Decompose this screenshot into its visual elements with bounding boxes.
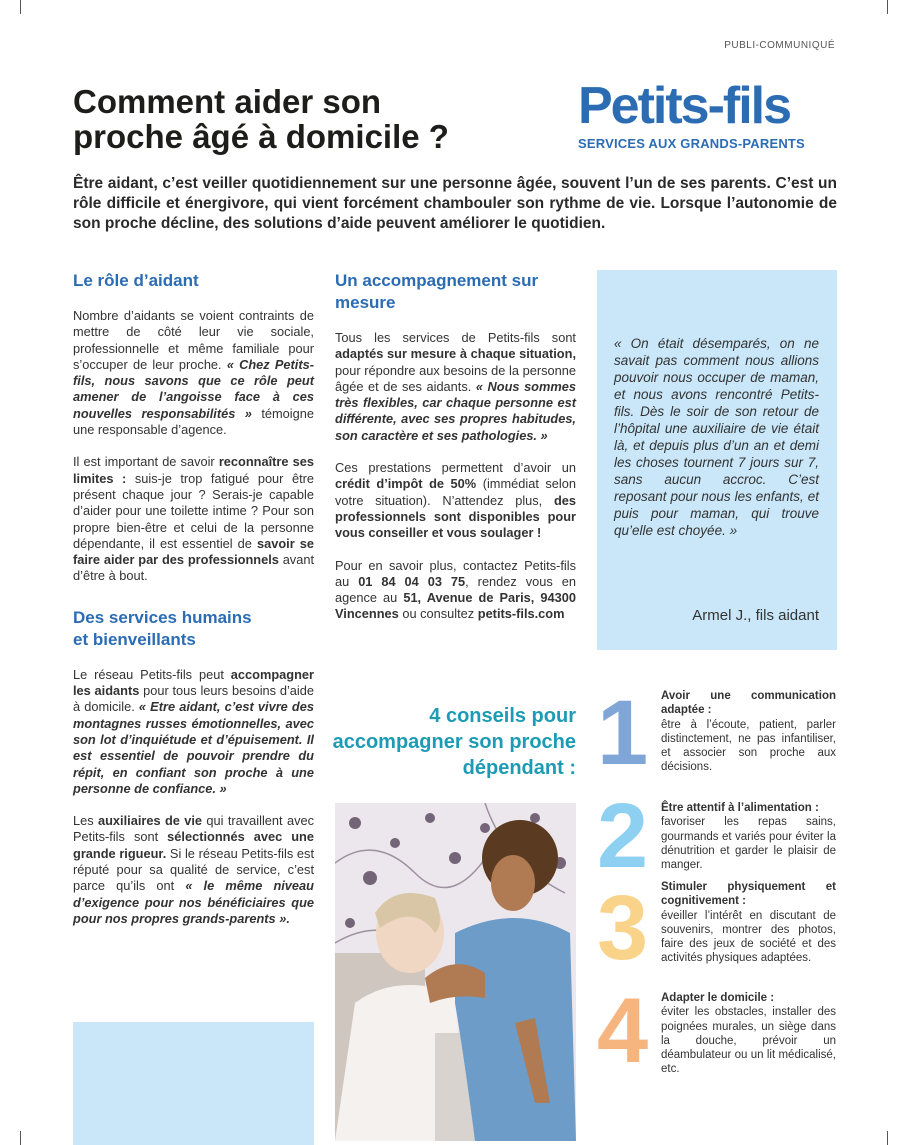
crop-mark [20, 1131, 21, 1145]
tip-number: 1 [597, 682, 649, 784]
paragraph-contact: Pour en savoir plus, contactez Petits-fils au 01 84 04 03 75, rendez vous en agence au 51, Avenue de Paris, 94300 Vincennes ou consultez petits-fils.com [335, 557, 576, 622]
crop-mark [887, 0, 888, 14]
agency-address: 51, Avenue de Paris, 94300 Vincennes [335, 590, 576, 622]
tip-text: Stimuler physiquement et cognitivement : éveiller l’intérêt en discutant de souvenirs, montrer des photos, faire des jeux de société et des activités physiques adaptées. [661, 881, 836, 965]
paragraph-accompagnement-2: Ces prestations permettent d’avoir un crédit d’impôt de 50% (immédiat selon votre situation). N’attendez plus, des professionnels sont disponibles pour vous conseiller et vous soulager ! [335, 460, 576, 541]
paragraph-role-1: Nombre d’aidants se voient contraints de mettre de côté leur vie sociale, professionnelle et même familiale pour s’occuper de leur proche. « Chez Petits-fils, nous savons que ce rôle peut amener de l’angoisse face à ces nouvelles responsabilités » témoigne une responsable d’agence. [73, 308, 314, 438]
testimonial-quote: « On était désemparés, on ne savait pas comment nous allions pouvoir nous occuper de maman, et nous avons rencontré Petits-fils. Dès le soir de son retour de l’hôpital une auxiliaire de vie était là, et depuis plus d’un an et demi les choses tournent 7 jours sur 7, sans aucun accroc. C’est reposant pour nous les enfants, et puis pour maman, qui trouve qu’elle est choyée. » [614, 336, 819, 538]
title-line-2: proche âgé à domicile ? [73, 118, 449, 155]
testimonial-author: Armel J., fils aidant [692, 607, 819, 624]
paragraph-accompagnement-1: Tous les services de Petits-fils sont adaptés sur mesure à chaque situation, pour répondre aux besoins de la personne âgée et de ses aidants. « Nous sommes très flexibles, car chaque personne est différente, avec ses propres habitudes, son caractère et ses pathologies. » [335, 330, 576, 443]
paragraph-services-2: Les auxiliaires de vie qui travaillent avec Petits-fils sont sélectionnés avec une grande rigueur. Si le réseau Petits-fils est réputé pour sa qualité de service, c’est parce qu’ils ont « le même niveau d’exigence pour nos bénéficiaires que pour nos propres grands-parents ». [73, 813, 314, 926]
tip-text: Adapter le domicile : éviter les obstacles, installer des poignées murales, un siège dans la douche, prévoir un déambulateur ou un lit médicalisé, etc. [661, 992, 836, 1076]
paragraph-services-1: Le réseau Petits-fils peut accompagner les aidants pour tous leurs besoins d’aide à domicile. « Etre aidant, c’est vivre des montagnes russes émotionnelles, avec son lot d’inquiétude et d’épuisement. Il est essentiel de pouvoir prendre du répit, en confiant son proche à une personne de confiance. » [73, 666, 314, 796]
heading-services-humains: Des services humains et bienveillants [73, 607, 252, 649]
publi-communique-label: PUBLI-COMMUNIQUÉ [724, 40, 835, 51]
caregiver-photo [335, 803, 576, 1141]
heading-accompagnement: Un accompagnement sur mesure [335, 271, 539, 312]
intro-paragraph: Être aidant, c’est veiller quotidiennement sur une personne âgée, souvent l’un de ses parents. C’est un rôle difficile et énergivore, qui vient forcément chambouler son rythme de vie. Lorsque l’autonomie de son proche décline, des solutions d’aide peuvent améliorer le quotidien. [73, 175, 837, 232]
petits-fils-logo [578, 78, 840, 151]
website-link: petits-fils.com [477, 606, 565, 622]
tip-number: 2 [597, 785, 649, 887]
heading-role-aidant: Le rôle d’aidant [73, 271, 199, 290]
page-title [73, 84, 553, 154]
paragraph-role-2: Il est important de savoir reconnaître ses limites : suis-je trop fatigué pour être présent chaque jour ? Serais-je capable d’aider pour une toilette intime ? Pour son propre bien-être et celui de la personne dépendante, il est essentiel de savoir se faire aider par des professionnels avant d’être à bout. [73, 454, 314, 584]
phone-number: 01 84 04 03 75 [358, 573, 466, 589]
tip-text: Être attentif à l’alimentation : favoriser les repas sains, gourmands et variés pour éviter la dénutrition et garder le plaisir de manger. [661, 802, 836, 872]
title-line-1: Comment aider son [73, 83, 382, 120]
logo-wordmark: Petits-fils [578, 77, 791, 135]
column-1 [73, 270, 314, 927]
decorative-blue-panel [73, 1022, 314, 1145]
tip-number: 4 [597, 980, 649, 1082]
tip-text: Avoir une communication adaptée : être à l’écoute, patient, parler distinctement, ne pas infantiliser, et associer son proche aux décisions. [661, 690, 836, 774]
crop-mark [887, 1131, 888, 1145]
tip-number: 3 [597, 877, 649, 979]
logo-tagline: SERVICES AUX GRANDS-PARENTS [578, 136, 805, 151]
tips-heading: 4 conseils pour accompagner son proche dépendant : [332, 705, 576, 779]
column-2 [335, 270, 576, 623]
crop-mark [20, 0, 21, 14]
